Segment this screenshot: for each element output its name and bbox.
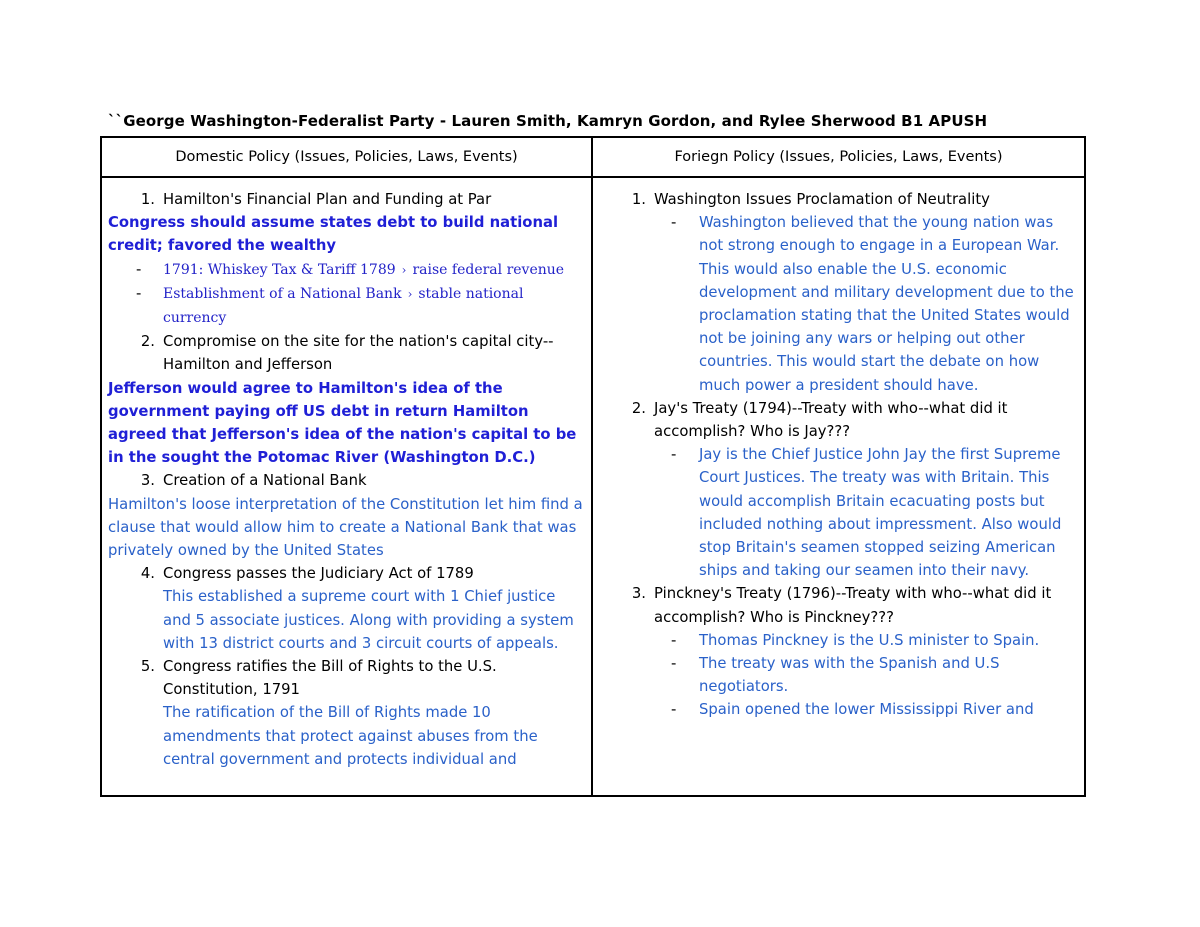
domestic-note-5: The ratification of the Bill of Rights made 10 amendments that protect against abuses from the central government and protects individual and	[163, 704, 538, 768]
foreign-header: Foriegn Policy (Issues, Policies, Laws, Events)	[592, 137, 1085, 177]
foreign-item-1: 1. Washington Issues Proclamation of Neutrality	[631, 191, 990, 208]
foreign-item-2: 2. Jay's Treaty (1794)--Treaty with who--what did it accomplish? Who is Jay???	[631, 399, 1008, 441]
domestic-item-1: 1. Hamilton's Financial Plan and Funding at Par	[140, 191, 492, 208]
domestic-sub-1a: - 1791: Whiskey Tax & Tariff 1789 › raise federal revenue	[136, 260, 565, 278]
domestic-cell	[101, 177, 592, 796]
policy-table	[100, 136, 1086, 797]
domestic-note-3: Hamilton's loose interpretation of the Constitution let him find a clause that would allow him to create a National Bank that was privately owned by the United States	[108, 495, 583, 560]
domestic-sub-1b: - Establishment of a National Bank › stable national currency	[136, 284, 524, 327]
foreign-sub-3a: - Thomas Pinckney is the U.S minister to Spain.	[671, 631, 1040, 649]
domestic-note-1: Congress should assume states debt to build national credit; favored the wealthy	[108, 214, 559, 255]
domestic-item-4: 4. Congress passes the Judiciary Act of 1789	[140, 565, 474, 583]
domestic-note-4: This established a supreme court with 1 Chief justice and 5 associate justices. Along with providing a system with 13 district courts and 3 circuit courts of appeals.	[163, 588, 574, 652]
foreign-cell	[592, 177, 1085, 796]
domestic-item-5: 5. Congress ratifies the Bill of Rights to the U.S. Constitution, 1791	[140, 658, 497, 699]
foreign-sub-1: - Washington believed that the young nation was not strong enough to engage in a European War. This would also enable the U.S. economic development and military development due to the proclamation stating that the United States would not be joining any wars or helping out other countries. This would start the debate on how much power a president should have.	[671, 214, 1074, 394]
domestic-header: Domestic Policy (Issues, Policies, Laws, Events)	[101, 137, 592, 177]
domestic-item-3: 3. Creation of a National Bank	[140, 472, 367, 490]
domestic-item-2: 2. Compromise on the site for the nation's capital city--Hamilton and Jefferson	[140, 333, 554, 374]
foreign-sub-2: - Jay is the Chief Justice John Jay the first Supreme Court Justices. The treaty was with Britain. This would accomplish Britain ecacuating posts but included nothing about impressment. Also would stop Britain's seamen stopped seizing American ships and taking our seamen into their navy.	[671, 446, 1062, 580]
foreign-sub-3b: - The treaty was with the Spanish and U.S negotiators.	[671, 655, 1000, 696]
foreign-item-3: 3. Pinckney's Treaty (1796)--Treaty with who--what did it accomplish? Who is Pinckney???	[631, 585, 1052, 626]
domestic-note-2: Jefferson would agree to Hamilton's idea of the government paying off US debt in return Hamilton agreed that Jefferson's idea of the nation's capital to be in the sought the Potomac River (Washington D.C.)	[108, 379, 577, 467]
foreign-sub-3c: - Spain opened the lower Mississippi River and	[671, 701, 1034, 719]
document-title: ``George Washington-Federalist Party - Lauren Smith, Kamryn Gordon, and Rylee Sherwood B1 APUSH	[108, 112, 988, 130]
